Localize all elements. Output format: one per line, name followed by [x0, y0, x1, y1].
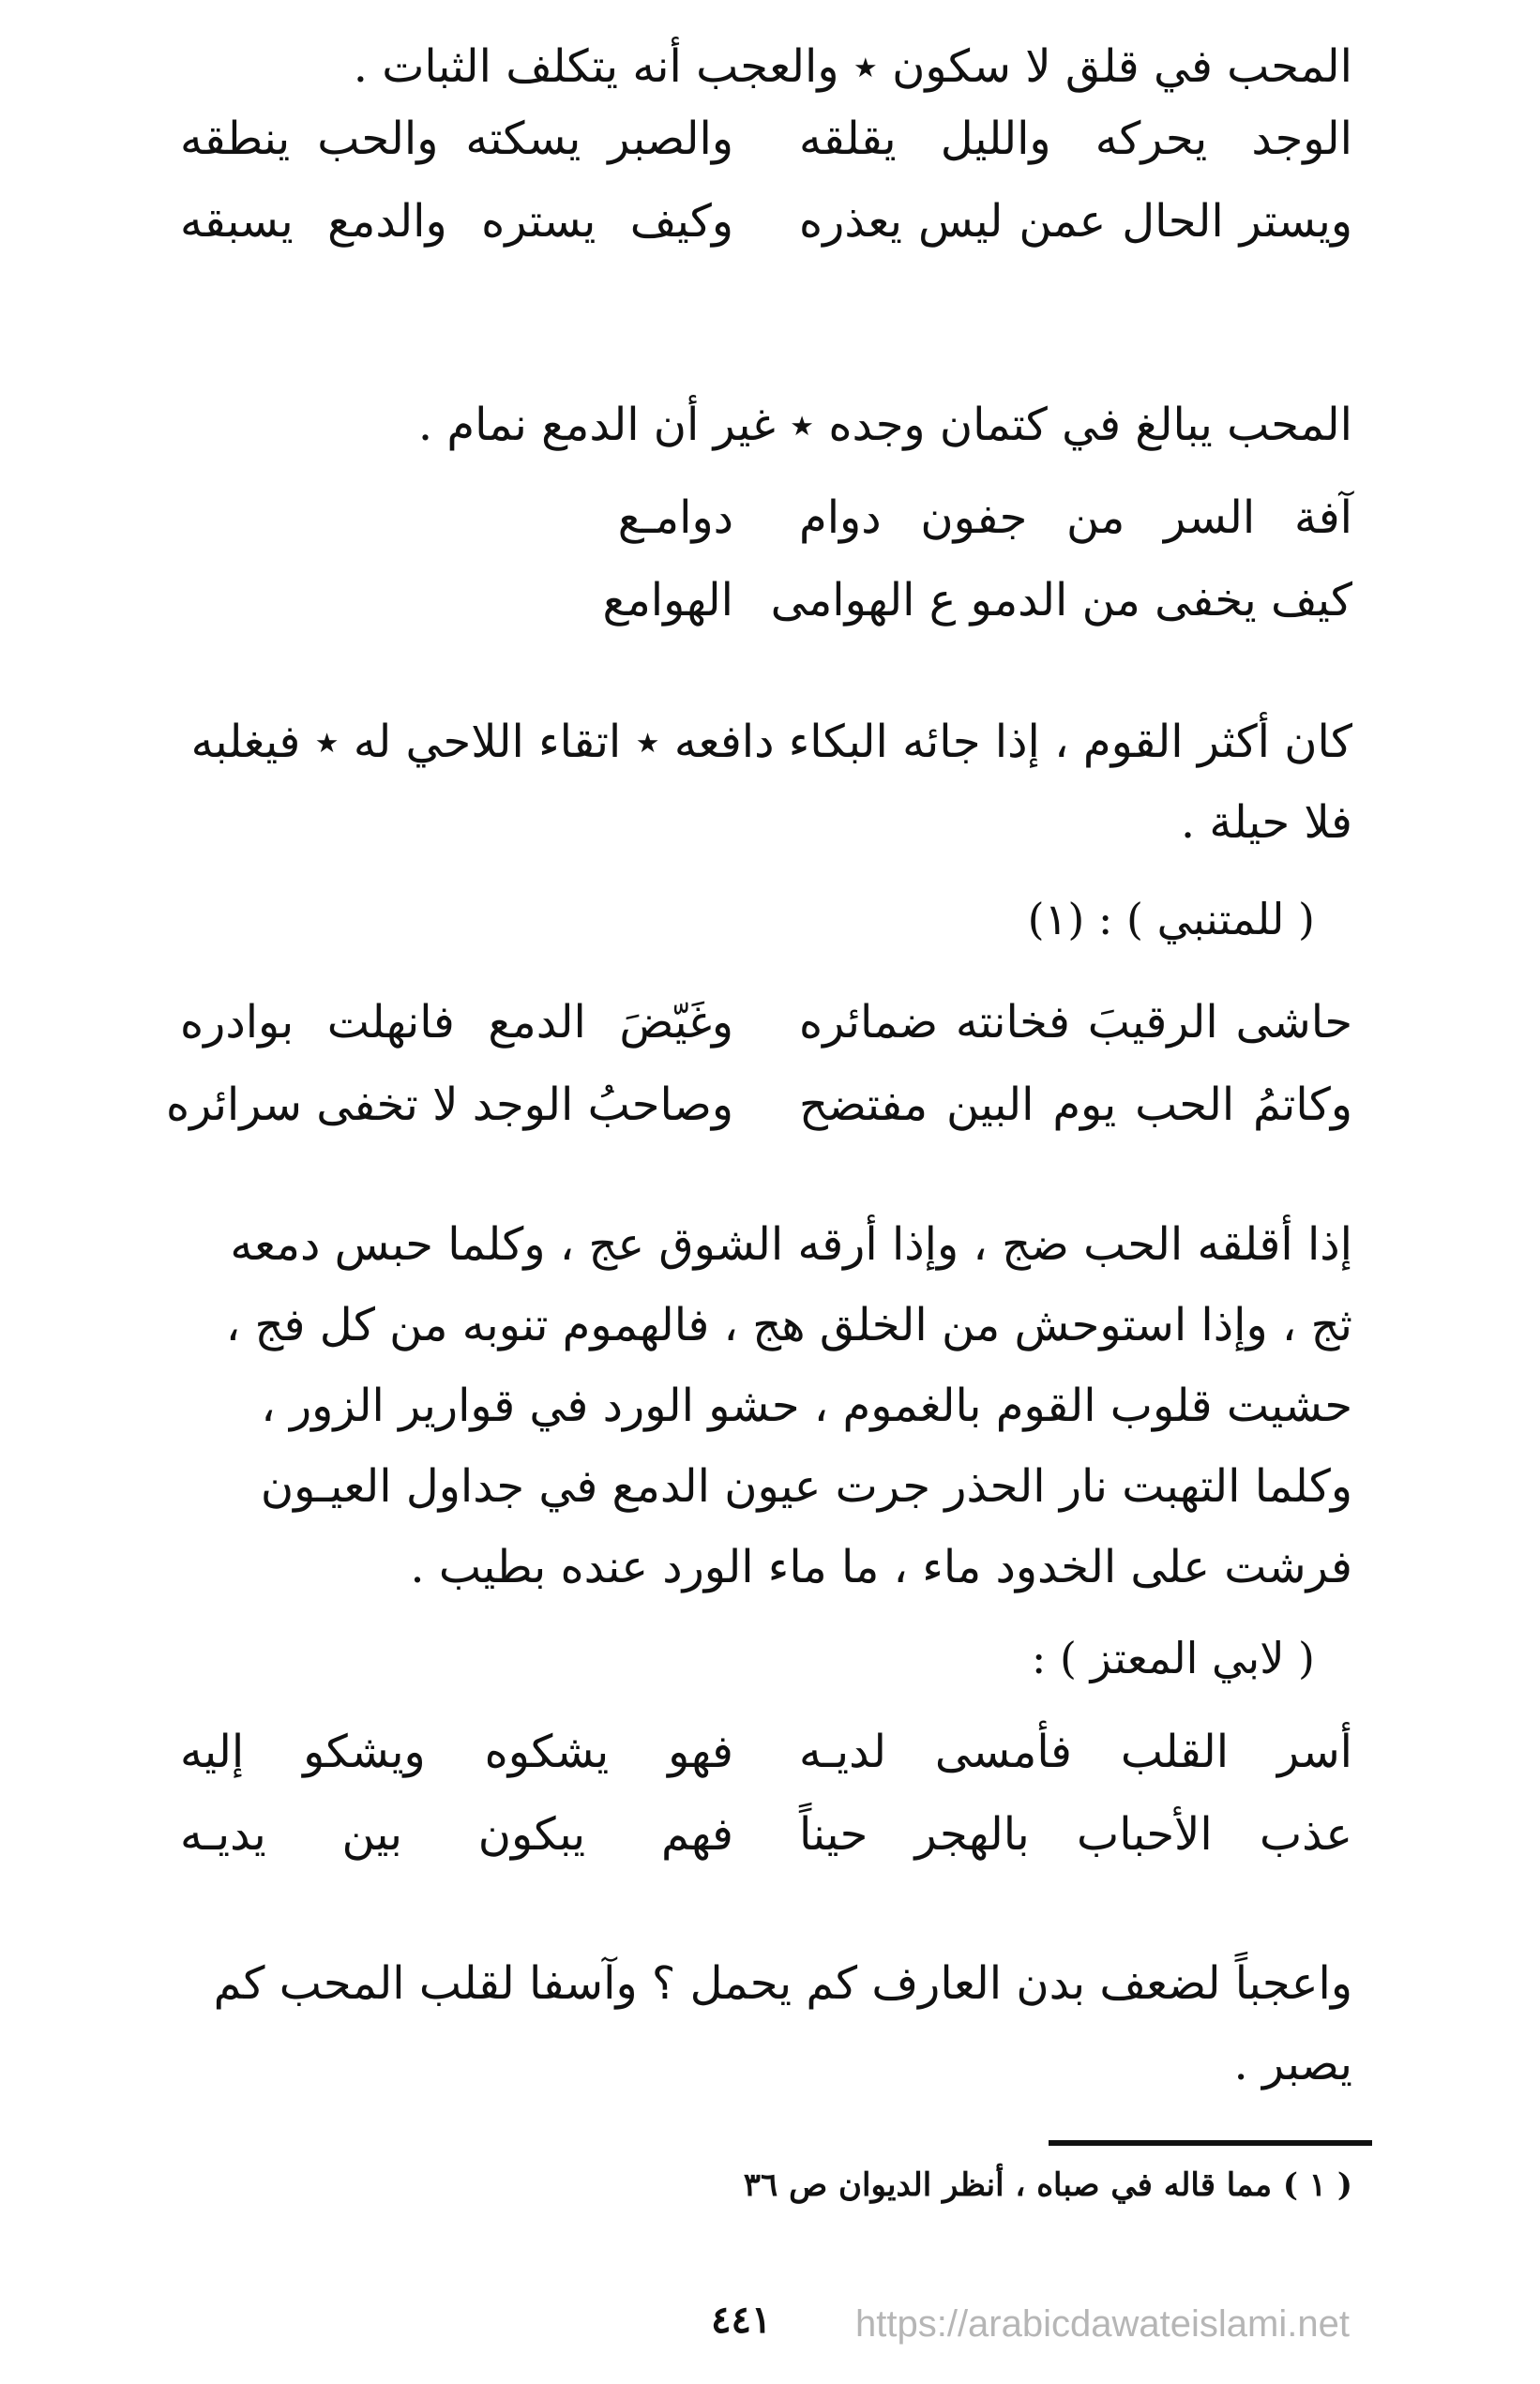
verse [180, 1711, 1352, 1793]
paragraph-weeping-people: كان أكثر القوم ، إذا جائه البكاء دافعه ٭ اتقاء اللاحي له ٭ فيغلبه فلا حيلة . [190, 716, 1352, 849]
verse [180, 180, 1352, 263]
poem-ibn-al-mutazz [180, 1711, 1352, 1876]
paragraph-tears-betray: المحب يبالغ في كتمان وجده ٭ غير أن الدمع نمام . [417, 399, 1352, 451]
paragraph-love-anxiety: إذا أقلقه الحب ضج ، وإذا أرقه الشوق عج ، وكلما حبس دمعه ثج ، وإذا استوحش من الخلق هج ، فالهموم تنوبه من كل فج ، حشيت قلوب القوم بالغموم ، حشو الورد في قوارير الزور ، وكلما التهبت نار الحذر جرت عيون الدمع في جداول العيـون فرشت على الخدود ماء ، ما ماء الورد عنده بطيب . [225, 1218, 1352, 1593]
paragraph-restless-lover: المحب في قلق لا سكون ٭ والعجب أنه يتكلف الثبات . [353, 40, 1352, 93]
verse-first-hemistich: وكاتمُ الحب يوم البين مفتضح [799, 1079, 1352, 1131]
watermark-url: https://arabicdawateislami.net [855, 2303, 1350, 2345]
verse-first-hemistich: آفة السر من جفون دوام [799, 491, 1352, 544]
poem-secret-tears [180, 476, 1352, 641]
verse-first-hemistich: حاشى الرقيبَ فخانته ضمائره [799, 996, 1352, 1049]
verse-second-hemistich: والصبر يسكته والحب ينطقه [180, 113, 733, 165]
verse-second-hemistich: وغَيّضَ الدمع فانهلت بوادره [180, 996, 733, 1049]
heading-al-mutanabbi: ( للمتنبي ) : (١) [1027, 894, 1315, 944]
poem-al-mutanabbi [165, 981, 1352, 1146]
footnote: ( ١ ) مما قاله في صباه ، أنظر الديوان ص ٣٦ [743, 2166, 1352, 2204]
verse-first-hemistich: كيف يخفى من الدمو ع الهوامى [770, 574, 1352, 626]
verse [180, 559, 1352, 641]
verse [180, 98, 1352, 180]
verse [180, 476, 1352, 559]
verse [165, 1064, 1352, 1146]
verse-first-hemistich: عذب الأحباب بالهجر حيناً [799, 1808, 1352, 1861]
verse-second-hemistich: وصاحبُ الوجد لا تخفى سرائره [165, 1079, 733, 1131]
verse-first-hemistich: أسر القلب فأمسى لديـه [799, 1726, 1352, 1778]
verse-first-hemistich: ويستر الحال عمن ليس يعذره [799, 195, 1352, 248]
verse [180, 1793, 1352, 1876]
heading-ibn-al-mutazz: ( لابي المعتز ) : [1031, 1633, 1315, 1683]
page-number: ٤٤١ [711, 2298, 772, 2342]
verse-second-hemistich: دوامـع [617, 491, 733, 544]
verse-second-hemistich: فهو يشكوه ويشكو إليه [180, 1726, 733, 1778]
footnote-divider [1049, 2140, 1372, 2146]
verse-second-hemistich: وكيف يستره والدمع يسبقه [180, 195, 733, 248]
verse-second-hemistich: الهوامع [602, 574, 733, 626]
verse-second-hemistich: فهم يبكون بين يديـه [180, 1808, 733, 1861]
paragraph-gnostic-patience: واعجباً لضعف بدن العارف كم يحمل ؟ وآسفا لقلب المحب كم يصبر . [213, 1957, 1352, 2090]
verse [180, 981, 1352, 1064]
verse-first-hemistich: الوجد يحركه والليل يقلقه [799, 113, 1352, 165]
poem-love-passion [180, 98, 1352, 263]
